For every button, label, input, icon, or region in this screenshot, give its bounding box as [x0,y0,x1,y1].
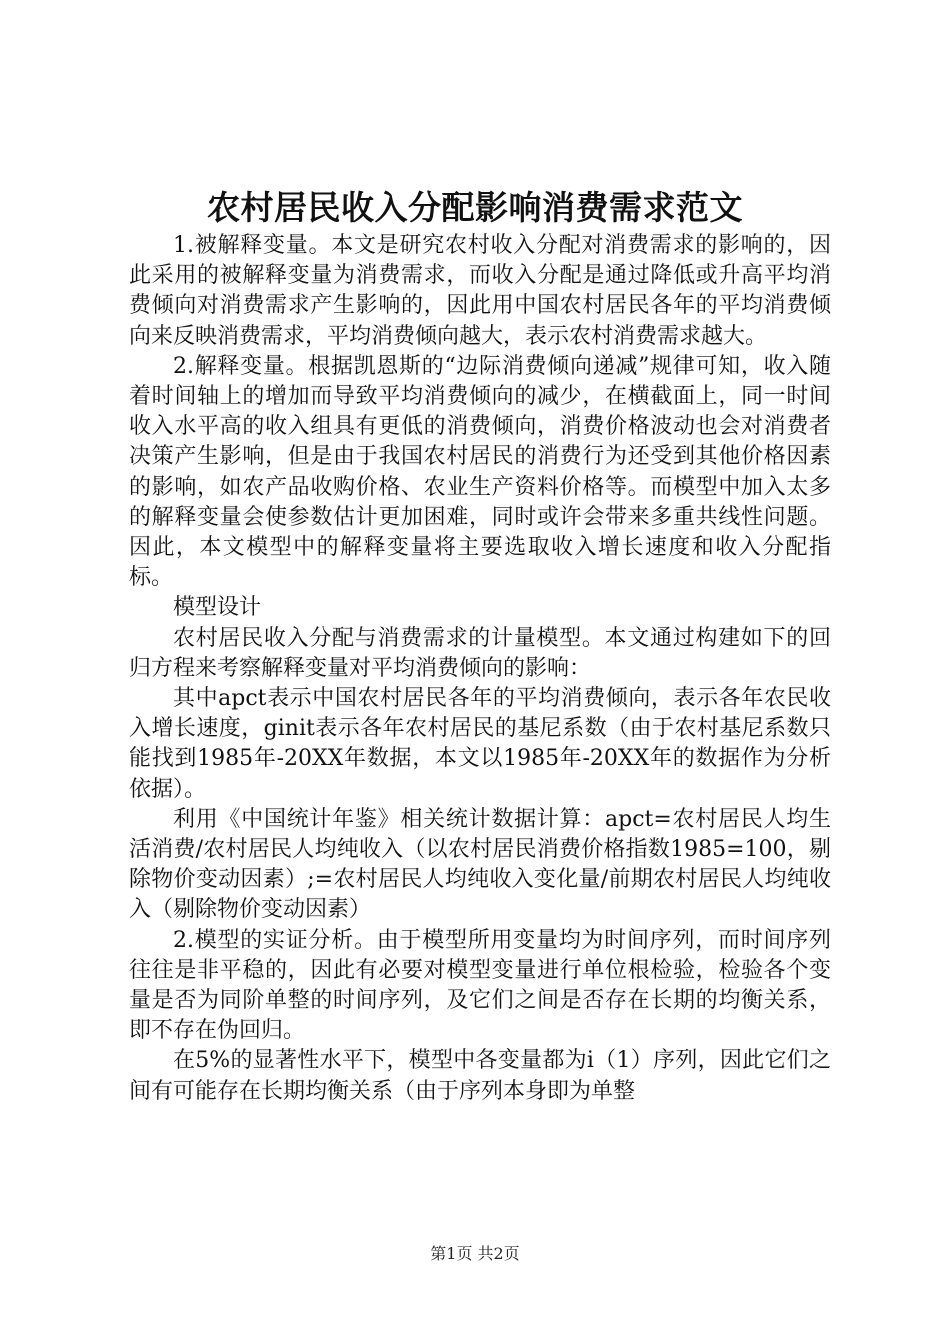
document-body [129,231,831,1107]
paragraph-data-calculation: 利用《中国统计年鉴》相关统计数据计算：apct=农村居民人均生活消费/农村居民人均纯收入（以农村居民消费价格指数1985=100，剔除物价变动因素）;=农村居民人均纯收入变化量/前期农村居民人均纯收入（剔除物价变动因素） [129,806,831,923]
paragraph-empirical-analysis: 2.模型的实证分析。由于模型所用变量均为时间序列，而时间序列往往是非平稳的，因此有必要对模型变量进行单位根检验，检验各个变量是否为同阶单整的时间序列，及它们之间是否存在长期的均衡关系，即不存在伪回归。 [129,927,831,1044]
document-title: 农村居民收入分配影响消费需求范文 [207,188,743,227]
paragraph-econometric-model: 农村居民收入分配与消费需求的计量模型。本文通过构建如下的回归方程来考察解释变量对平均消费倾向的影响： [129,625,831,681]
paragraph-dependent-variable: 1.被解释变量。本文是研究农村收入分配对消费需求的影响的，因此采用的被解释变量为消费需求，而收入分配是通过降低或升高平均消费倾向对消费需求产生影响的，因此用中国农村居民各年的平均消费倾向来反映消费需求，平均消费倾向越大，表示农村消费需求越大。 [129,233,831,349]
section-heading-model-design: 模型设计 [173,595,262,621]
paragraph-significance-level: 在5%的显著性水平下，模型中各变量都为i（1）序列，因此它们之间有可能存在长期均衡关系（由于序列本身即为单整 [129,1048,831,1104]
paragraph-variable-definitions: 其中apct表示中国农村居民各年的平均消费倾向，表示各年农民收入增长速度，ginit表示各年农村居民的基尼系数（由于农村基尼系数只能找到1985年-20XX年数据，本文以1985年-20XX年的数据作为分析依据）。 [129,686,831,802]
paragraph-explanatory-variables: 2.解释变量。根据凯恩斯的“边际消费倾向递减”规律可知，收入随着时间轴上的增加而导致平均消费倾向的减少，在横截面上，同一时间收入水平高的收入组具有更低的消费倾向，消费价格波动也会对消费者决策产生影响，但是由于我国农村居民的消费行为还受到其他价格因素的影响，如农产品收购价格、农业生产资料价格等。而模型中加入太多的解释变量会使参数估计更加困难，同时或许会带来多重共线性问题。因此，本文模型中的解释变量将主要选取收入增长速度和收入分配指标。 [129,353,831,591]
page-number-footer: 第1页 共2页 [430,1244,520,1263]
